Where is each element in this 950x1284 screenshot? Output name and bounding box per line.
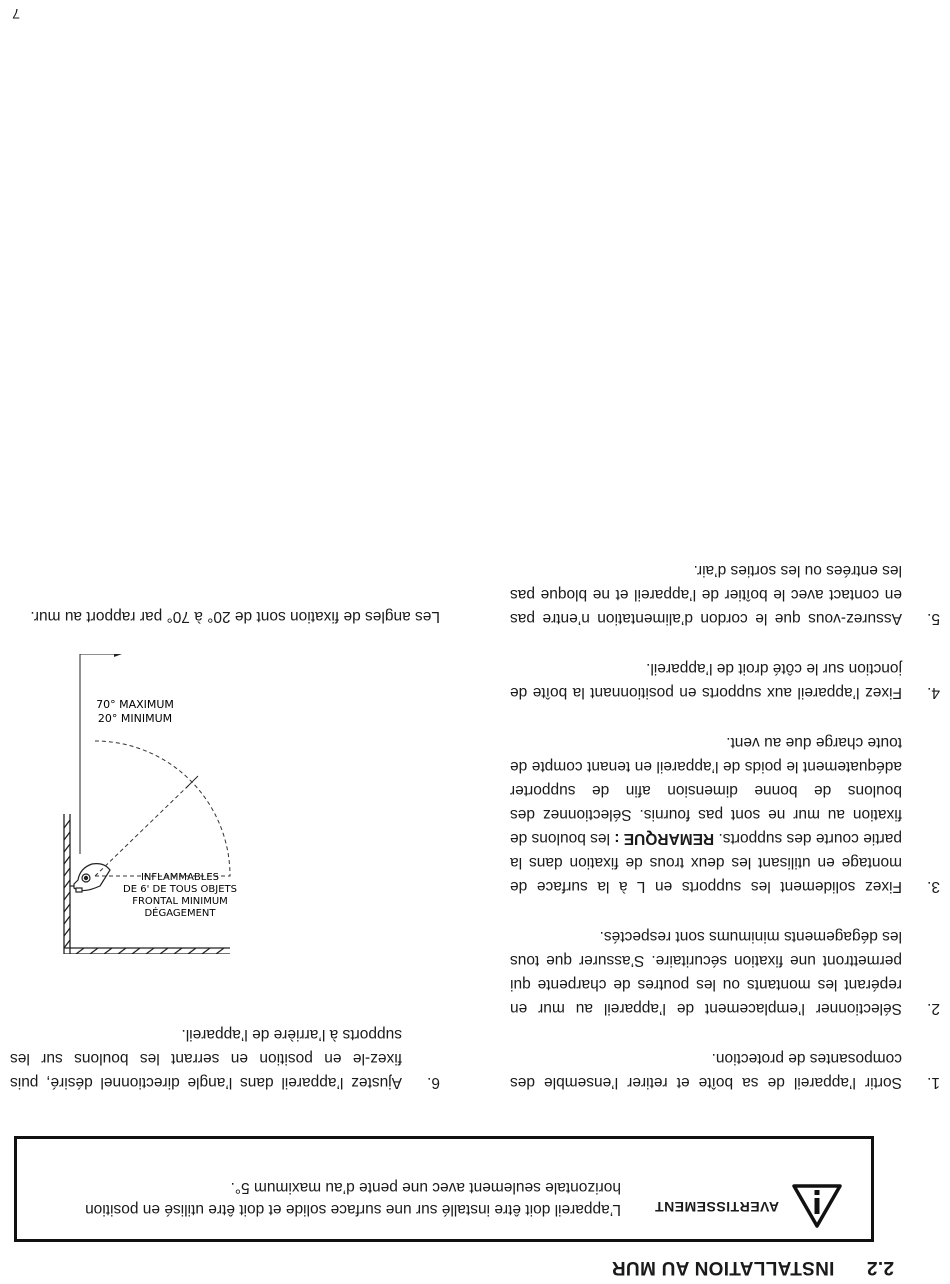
step-5: 5. Assurez-vous que le cordon d’alimentation n’entre pas en contact avec le boîtier de l’appareil et ne bloque pas les entrées ou les sorties d’air. bbox=[510, 562, 940, 627]
angle-min-label: 20° MINIMUM bbox=[97, 712, 173, 725]
steps-right-column bbox=[10, 996, 440, 1094]
section-heading bbox=[612, 1256, 894, 1278]
warning-box bbox=[14, 1136, 874, 1242]
step-1: 1. Sortir l’appareil de sa boîte et retirer l’ensemble des composantes de protection. bbox=[510, 1050, 940, 1091]
step-2: 2. Sélectionner l’emplacement de l’appareil au mur en repérant les montants ou les poutres de charpente qui permettront une fixation sécuritaire. S’assurer que tous les dégagements minimums sont respectés. bbox=[510, 928, 940, 1017]
step-1-text: Sortir l’appareil de sa boîte et retirer l’ensemble des composantes de protection. bbox=[510, 1050, 902, 1091]
mounting-angle-diagram bbox=[50, 654, 250, 954]
step-2-text: Sélectionner l’emplacement de l’appareil au mur en repérant les montants ou les poutres de charpente qui permettront une fixation sécuritaire. S’assurer que tous les dégagements minimums sont respectés. bbox=[510, 928, 902, 1017]
step-4-text: Fixez l’appareil aux supports en positionnant la boîte de jonction sur le côté droit de l’appareil. bbox=[510, 660, 902, 701]
section-number: 2.2 bbox=[866, 1257, 894, 1278]
angle-pointer bbox=[80, 654, 198, 854]
diagram-drawing bbox=[50, 654, 250, 954]
step-4: 4. Fixez l’appareil aux supports en positionnant la boîte de jonction sur le côté droit de l’appareil. bbox=[510, 660, 940, 701]
warning-triangle-icon bbox=[791, 1183, 843, 1229]
clearance-label-3: DE 6' DE TOUS OBJETS bbox=[123, 884, 237, 895]
section-title: INSTALLATION AU MUR bbox=[611, 1257, 835, 1278]
remark-label: REMARQUE : bbox=[614, 830, 715, 847]
step-6: 6. Ajustez l’appareil dans l’angle directionnel désiré, puis fixez-le en position en serrant les boulons sur les supports à l’arrière de l’appareil. bbox=[10, 1026, 440, 1091]
warning-text: L’appareil doit être installé sur une surface solide et doit être utilisé en position horizontale seulement avec une pente d’au maximum 5°. bbox=[85, 1179, 621, 1218]
page-number: 7 bbox=[12, 6, 20, 22]
heater-body bbox=[70, 864, 110, 892]
angle-max-label: 70° MAXIMUM bbox=[96, 698, 174, 711]
step-5-text: Assurez-vous que le cordon d’alimentation n’entre pas en contact avec le boîtier de l’appareil et ne bloque pas les entrées ou les sorties d’air. bbox=[510, 562, 902, 627]
step-6-text: Ajustez l’appareil dans l’angle directionnel désiré, puis fixez-le en position en serrant les boulons sur les supports à l’arrière de l’appareil. bbox=[10, 1026, 402, 1091]
steps-left-column bbox=[510, 532, 940, 1094]
clearance-arc bbox=[95, 741, 230, 876]
clearance-label-4: INFLAMMABLES bbox=[140, 872, 220, 883]
warning-label: AVERTISSEMENT bbox=[654, 1199, 779, 1215]
step-3: 3. Fixez solidement les supports en L à la surface de montage en utilisant les deux trous de fixation dans la partie courte des supports. REMARQUE : les boulons de fixation au mur ne sont pas fournis. Sélectionnez des boulons de bonne dimension afin de supporter adéquatement le poids de l’appareil en tenant compte de toute charge due au vent. bbox=[510, 734, 940, 895]
clearance-label-1: DÉGAGEMENT bbox=[144, 908, 216, 919]
clearance-label-2: FRONTAL MINIMUM bbox=[132, 896, 228, 907]
angle-note: Les angles de fixation sont de 20° à 70° par rapport au mur. bbox=[30, 608, 440, 625]
